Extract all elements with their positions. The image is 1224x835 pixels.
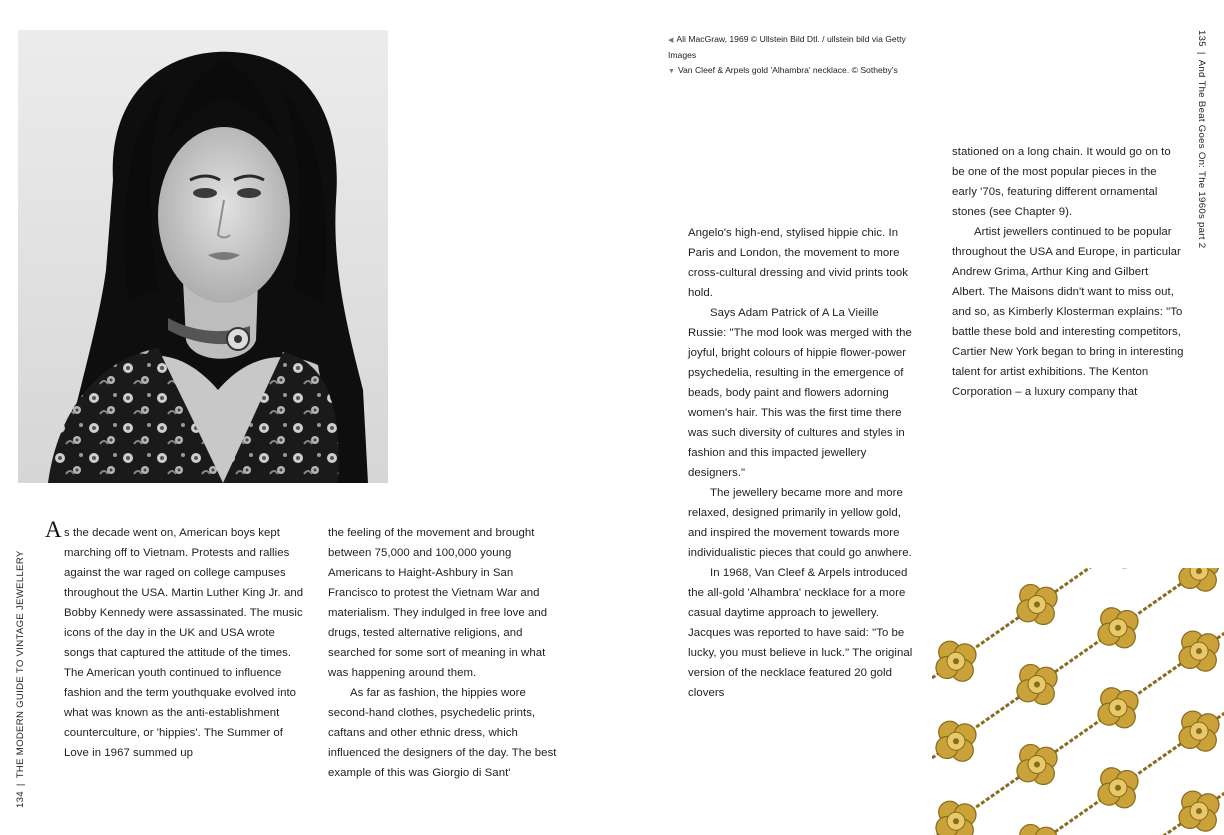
paragraph: Says Adam Patrick of A La Vieille Russie: "The mod look was merged with the joyful, bright colours of hippie flower-power psychedelia, resulting in the emergence of beads, body paint and flowers adorning women's hair. This was the first time there was such diversity of cultures and styles in fashion and this impacted jewellery designers."	[688, 307, 912, 479]
text-column-2	[328, 523, 560, 783]
paragraph: As far as fashion, the hippies wore second-hand clothes, psychedelic prints, caftans and other ethnic dress, which influenced the designers of the day. The best example of this was Giorgio di Sant'	[328, 687, 557, 779]
paragraph: The jewellery became more and more relaxed, designed primarily in yellow gold, and inspired the movement towards more individualistic pieces that could go anwhere.	[688, 487, 912, 559]
drop-cap: A	[45, 517, 62, 542]
clover-motif	[1168, 568, 1224, 602]
book-title: THE MODERN GUIDE TO VINTAGE JEWELLERY	[15, 550, 26, 779]
clover-motif	[1087, 597, 1148, 658]
left-arrow-icon: ◀	[668, 37, 674, 44]
caption-text: Ali MacGraw, 1969 © Ullstein Bild Dtl. / ullstein bild via Getty Images	[668, 34, 906, 60]
clover-motif	[1168, 620, 1224, 681]
paragraph: stationed on a long chain. It would go on to be one of the most popular pieces in the early '70s, featuring different ornamental stones (see Chapter 9).	[952, 146, 1171, 218]
clover-motif	[1006, 654, 1067, 715]
clover-motif	[1087, 568, 1148, 578]
clover-motif	[932, 791, 987, 835]
alhambra-necklace-illustration	[932, 568, 1224, 835]
page-number: 134	[15, 791, 26, 808]
text-column-3	[688, 223, 920, 703]
clover-motif	[932, 711, 987, 772]
paragraph: s the decade went on, American boys kept marching off to Vietnam. Protests and rallies against the war raged on college campuses throughout the USA. Martin Luther King Jr. and Bobby Kennedy were assassinated. The music icons of the day in the UK and USA wrote songs that captured the attitude of the times. The American youth continued to influence fashion and the term youthquake evolved into what was known as the anti-establishment counterculture, or 'hippies'. The Summer of Love in 1967 summed up	[64, 527, 304, 759]
caption-text: Van Cleef & Arpels gold 'Alhambra' necklace. © Sotheby's	[677, 65, 898, 75]
text-column-4	[952, 142, 1184, 402]
text-column-1	[64, 523, 304, 763]
paragraph: Angelo's high-end, stylised hippie chic. In Paris and London, the movement to more cross-cultural dressing and vivid prints took hold.	[688, 227, 909, 299]
caption-portrait	[668, 32, 928, 63]
running-head-separator: |	[15, 783, 26, 787]
running-head-left	[15, 550, 26, 808]
clover-motif	[1168, 780, 1224, 835]
chapter-title: And The Beat Goes On: The 1960s part 2	[1196, 59, 1207, 249]
clover-motif	[1006, 814, 1067, 835]
clover-motif	[1087, 677, 1148, 738]
photo-captions	[668, 32, 928, 79]
paragraph: In 1968, Van Cleef & Arpels introduced the all-gold 'Alhambra' necklace for a more casual daytime approach to jewellery. Jacques was reported to have said: "To be lucky, you must believe in luck." The original version of the necklace featured 20 gold clovers	[688, 567, 913, 699]
paragraph: Artist jewellers continued to be popular throughout the USA and Europe, in particular Andrew Grima, Arthur King and Gilbert Albert. The Maisons didn't want to miss out, and so, as Kimberly Klosterman explains: "To battle these bold and interesting competitors, Cartier New York began to bring in interesting talent for artist exhibitions. The Kenton Corporation – a luxury company that	[952, 226, 1184, 398]
paragraph: the feeling of the movement and brought between 75,000 and 100,000 young Americans to Haight-Ashbury in San Francisco to protest the Vietnam War and materialism. They indulged in free love and drugs, tested alternative religions, and searched for some sort of meaning in what was happening around them.	[328, 527, 548, 679]
page-number: 135	[1196, 30, 1207, 47]
down-arrow-icon: ▼	[668, 68, 675, 75]
clover-motif	[1006, 574, 1067, 635]
running-head-separator: |	[1196, 51, 1207, 55]
clover-motif	[1006, 734, 1067, 795]
clover-motif	[932, 631, 987, 692]
portrait-illustration	[18, 30, 388, 483]
running-head-right	[1196, 30, 1207, 248]
clover-motif	[1087, 757, 1148, 818]
clover-motif	[1168, 700, 1224, 761]
portrait-photo	[18, 30, 388, 483]
necklace-photo	[932, 568, 1224, 835]
caption-necklace	[668, 63, 928, 79]
